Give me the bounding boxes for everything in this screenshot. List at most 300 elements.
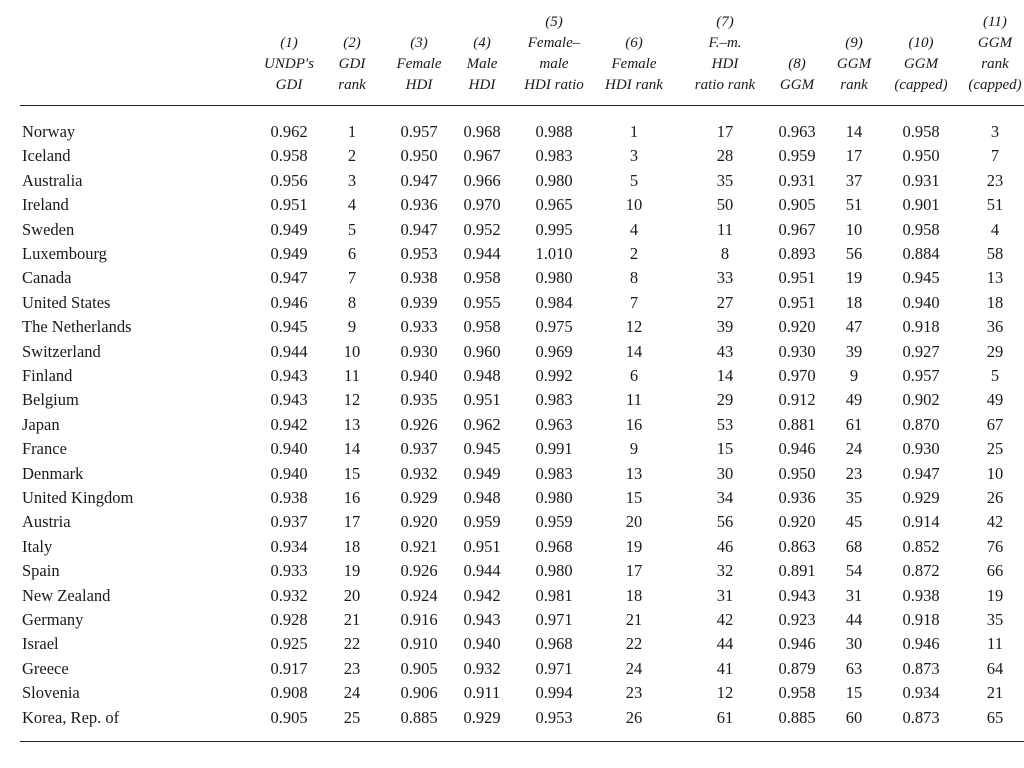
table-cell: 0.920 (778, 317, 816, 337)
table-row (0, 486, 1024, 510)
table-row (0, 632, 1024, 656)
column-header-2: (2) GDI rank (338, 35, 366, 93)
table-cell: 0.951 (463, 390, 501, 410)
table-cell: 18 (845, 292, 863, 312)
table-cell: 4 (629, 219, 639, 239)
table-cell: 3 (990, 122, 1000, 141)
table-cell: 9 (347, 317, 357, 337)
table-cell: 15 (625, 488, 643, 507)
column-header-11: (11) GGM rank (capped) (968, 14, 1022, 93)
table-cell: 0.944 (463, 244, 501, 263)
table-cell: 42 (716, 610, 734, 629)
table-cell: 19 (845, 268, 863, 288)
column-header-3: (3) Female HDI (396, 35, 442, 93)
table-cell: 0.959 (463, 512, 501, 532)
table-cell: 0.914 (902, 512, 940, 532)
table-cell: 0.926 (400, 414, 438, 434)
table-cell: 0.957 (902, 366, 940, 385)
table-cell: 0.946 (902, 634, 940, 654)
column-header-6: (6) Female HDI rank (605, 35, 663, 93)
country-name: Denmark (22, 463, 84, 483)
table-cell: 0.938 (902, 585, 940, 605)
table-cell: 0.951 (463, 536, 501, 556)
table-cell: 0.930 (902, 439, 940, 459)
table-cell: 10 (343, 341, 361, 361)
table-cell: 0.944 (270, 341, 308, 361)
table-cell: 0.906 (400, 683, 438, 703)
table-cell: 39 (716, 317, 734, 337)
table-cell: 0.918 (902, 317, 940, 337)
table-cell: 1 (347, 122, 357, 141)
table-cell: 9 (629, 439, 639, 459)
table-cell: 0.938 (270, 488, 308, 507)
table-cell: 1 (629, 122, 639, 141)
table-row (0, 266, 1024, 290)
country-name: Korea, Rep. of (22, 707, 120, 727)
table-cell: 3 (347, 170, 357, 190)
table-cell: 0.873 (902, 707, 940, 727)
country-name: Iceland (22, 146, 71, 166)
table-row (0, 535, 1024, 559)
table-row (0, 388, 1024, 412)
table-cell: 50 (716, 195, 734, 215)
table-cell: 0.929 (400, 488, 438, 507)
table-cell: 7 (990, 146, 1000, 166)
table-cell: 0.938 (400, 268, 438, 288)
table-cell: 23 (986, 170, 1004, 190)
table-row (0, 510, 1024, 534)
table-cell: 0.905 (778, 195, 816, 215)
table-cell: 51 (845, 195, 863, 215)
table-row (0, 315, 1024, 339)
table-cell: 0.920 (778, 512, 816, 532)
table-cell: 17 (625, 561, 643, 581)
bottom-rule (20, 741, 1024, 742)
table-cell: 3 (629, 146, 639, 166)
table-cell: 0.958 (902, 122, 940, 141)
table-cell: 0.942 (463, 585, 501, 605)
table-cell: 0.932 (400, 463, 438, 483)
table-cell: 0.965 (535, 195, 573, 215)
table-cell: 65 (986, 707, 1004, 727)
table-cell: 0.931 (902, 170, 940, 190)
table-cell: 5 (347, 219, 357, 239)
table-cell: 0.870 (902, 414, 940, 434)
table-row (0, 462, 1024, 486)
table-cell: 4 (990, 219, 1000, 239)
table-cell: 11 (717, 219, 733, 239)
table-cell: 37 (845, 170, 863, 190)
table-cell: 0.945 (270, 317, 308, 337)
table-cell: 0.908 (270, 683, 308, 703)
header-rule (20, 105, 1024, 106)
table-cell: 0.953 (400, 244, 438, 263)
column-header-9: (9) GGM rank (836, 35, 872, 93)
table-cell: 10 (986, 463, 1004, 483)
table-cell: 0.940 (463, 634, 501, 654)
table-cell: 13 (625, 463, 643, 483)
table-cell: 15 (343, 463, 361, 483)
table-cell: 0.959 (778, 146, 816, 166)
table-cell: 0.955 (463, 292, 501, 312)
table-row (0, 559, 1024, 583)
table-cell: 0.966 (463, 170, 501, 190)
table-cell: 6 (347, 244, 357, 263)
table-cell: 21 (986, 683, 1004, 703)
table-cell: 41 (716, 658, 734, 678)
table-cell: 0.905 (400, 658, 438, 678)
table-cell: 0.957 (400, 122, 438, 141)
table-cell: 10 (625, 195, 643, 215)
table-cell: 0.951 (270, 195, 308, 215)
table-cell: 34 (716, 488, 734, 507)
table-cell: 61 (716, 707, 734, 727)
table-cell: 0.929 (902, 488, 940, 507)
table-cell: 0.893 (778, 244, 816, 263)
country-name: The Netherlands (22, 317, 132, 337)
table-cell: 7 (629, 292, 639, 312)
table-cell: 0.952 (463, 219, 501, 239)
table-row (0, 437, 1024, 461)
table-cell: 0.884 (902, 244, 940, 263)
table-cell: 0.991 (535, 439, 573, 459)
table-cell: 12 (625, 317, 643, 337)
table-cell: 19 (343, 561, 361, 581)
table-cell: 0.946 (778, 439, 816, 459)
table-cell: 0.992 (535, 366, 573, 385)
country-name: Luxembourg (22, 244, 107, 263)
table-cell: 21 (343, 610, 361, 629)
table-cell: 0.967 (463, 146, 501, 166)
table-cell: 0.926 (400, 561, 438, 581)
table-row (0, 169, 1024, 193)
table-cell: 1.010 (535, 244, 573, 263)
table-cell: 0.905 (270, 707, 308, 727)
table-cell: 9 (849, 366, 859, 385)
table-row (0, 706, 1024, 730)
table-cell: 0.951 (778, 292, 816, 312)
table-cell: 0.988 (535, 122, 573, 141)
country-name: Germany (22, 610, 84, 629)
table-cell: 20 (625, 512, 643, 532)
table-cell: 76 (986, 536, 1004, 556)
table-cell: 8 (629, 268, 639, 288)
table-cell: 64 (986, 658, 1004, 678)
table-cell: 63 (845, 658, 863, 678)
table-cell: 25 (343, 707, 361, 727)
table-cell: 5 (629, 170, 639, 190)
table-cell: 0.936 (400, 195, 438, 215)
table-cell: 0.946 (270, 292, 308, 312)
table-cell: 0.983 (535, 146, 573, 166)
table-cell: 60 (845, 707, 863, 727)
table-cell: 16 (625, 414, 643, 434)
country-name: United Kingdom (22, 488, 134, 507)
table-cell: 0.901 (902, 195, 940, 215)
table-row (0, 242, 1024, 266)
table-cell: 18 (343, 536, 361, 556)
table-cell: 0.943 (778, 585, 816, 605)
table-cell: 14 (343, 439, 361, 459)
table-cell: 47 (845, 317, 863, 337)
country-name: Belgium (22, 390, 79, 410)
table-cell: 0.945 (463, 439, 501, 459)
table-cell: 0.948 (463, 366, 501, 385)
table-cell: 0.968 (535, 536, 573, 556)
table-cell: 0.949 (270, 219, 308, 239)
table-cell: 0.981 (535, 585, 573, 605)
table-cell: 0.928 (270, 610, 308, 629)
table-cell: 0.933 (270, 561, 308, 581)
table-cell: 0.925 (270, 634, 308, 654)
table-cell: 0.958 (463, 317, 501, 337)
table-cell: 31 (716, 585, 734, 605)
table-cell: 0.984 (535, 292, 573, 312)
table-cell: 58 (986, 244, 1004, 263)
table-row (0, 193, 1024, 217)
table-cell: 0.994 (535, 683, 573, 703)
table-cell: 0.931 (778, 170, 816, 190)
table-cell: 2 (629, 244, 639, 263)
table-cell: 61 (845, 414, 863, 434)
table-cell: 0.948 (463, 488, 501, 507)
table-cell: 0.916 (400, 610, 438, 629)
table-cell: 46 (716, 536, 734, 556)
table-cell: 0.910 (400, 634, 438, 654)
table-cell: 68 (845, 536, 863, 556)
table-cell: 0.885 (400, 707, 438, 727)
table-cell: 0.932 (270, 585, 308, 605)
table-cell: 0.950 (778, 463, 816, 483)
table-cell: 0.958 (270, 146, 308, 166)
country-name: Sweden (22, 219, 75, 239)
country-name: Slovenia (22, 683, 80, 703)
country-name: Spain (22, 561, 60, 581)
table-cell: 11 (344, 366, 360, 385)
table-cell: 0.920 (400, 512, 438, 532)
table-cell: 0.959 (535, 512, 573, 532)
table-cell: 5 (990, 366, 1000, 385)
table-cell: 0.949 (463, 463, 501, 483)
table-cell: 13 (986, 268, 1004, 288)
table-cell: 49 (986, 390, 1004, 410)
table-cell: 44 (845, 610, 863, 629)
table-cell: 15 (845, 683, 863, 703)
table-cell: 0.932 (463, 658, 501, 678)
table-cell: 0.917 (270, 658, 308, 678)
table-cell: 0.943 (270, 366, 308, 385)
table-row (0, 657, 1024, 681)
table-cell: 0.958 (463, 268, 501, 288)
table-cell: 14 (845, 122, 863, 141)
country-name: New Zealand (22, 585, 111, 605)
table-cell: 0.980 (535, 488, 573, 507)
column-header-1: (1) UNDP's GDI (264, 35, 314, 93)
table-cell: 12 (716, 683, 734, 703)
table-cell: 0.947 (400, 219, 438, 239)
table-cell: 0.873 (902, 658, 940, 678)
table-cell: 35 (845, 488, 863, 507)
table-cell: 0.940 (270, 439, 308, 459)
table-cell: 0.863 (778, 536, 816, 556)
table-cell: 25 (986, 439, 1004, 459)
table-cell: 31 (845, 585, 863, 605)
table-row (0, 364, 1024, 388)
table-cell: 0.949 (270, 244, 308, 263)
country-name: Switzerland (22, 341, 101, 361)
table-cell: 0.939 (400, 292, 438, 312)
table-cell: 24 (343, 683, 361, 703)
table-cell: 51 (986, 195, 1004, 215)
table-cell: 44 (716, 634, 734, 654)
table-cell: 0.881 (778, 414, 816, 434)
table-cell: 17 (343, 512, 361, 532)
table-cell: 23 (343, 658, 361, 678)
country-name: Israel (22, 634, 59, 654)
table-cell: 0.912 (778, 390, 816, 410)
table-cell: 0.927 (902, 341, 940, 361)
country-name: Australia (22, 170, 83, 190)
table-row (0, 144, 1024, 168)
table-cell: 0.980 (535, 561, 573, 581)
table-cell: 6 (629, 366, 639, 385)
table-cell: 0.980 (535, 268, 573, 288)
table-cell: 0.933 (400, 317, 438, 337)
table-cell: 0.968 (463, 122, 501, 141)
table-cell: 0.971 (535, 610, 573, 629)
table-cell: 0.902 (902, 390, 940, 410)
table-cell: 0.943 (463, 610, 501, 629)
table-cell: 0.934 (902, 683, 940, 703)
table-cell: 4 (347, 195, 357, 215)
table-cell: 26 (986, 488, 1004, 507)
country-name: France (22, 439, 67, 459)
table-cell: 0.911 (463, 683, 501, 703)
table-cell: 0.946 (778, 634, 816, 654)
table-cell: 15 (716, 439, 734, 459)
table-cell: 0.885 (778, 707, 816, 727)
table-cell: 0.962 (270, 122, 308, 141)
table-cell: 18 (986, 292, 1004, 312)
table-cell: 49 (845, 390, 863, 410)
table-cell: 0.929 (463, 707, 501, 727)
country-name: Italy (22, 536, 53, 556)
table-cell: 0.980 (535, 170, 573, 190)
country-name: Ireland (22, 195, 69, 215)
table-cell: 35 (986, 610, 1004, 629)
table-cell: 56 (716, 512, 734, 532)
table-cell: 29 (716, 390, 734, 410)
table-cell: 0.918 (902, 610, 940, 629)
table-cell: 0.968 (535, 634, 573, 654)
table-cell: 0.950 (400, 146, 438, 166)
country-name: Finland (22, 366, 73, 385)
table-cell: 66 (986, 561, 1004, 581)
table-cell: 33 (716, 268, 734, 288)
table-cell: 0.930 (400, 341, 438, 361)
table-cell: 54 (845, 561, 863, 581)
table-cell: 0.891 (778, 561, 816, 581)
table-cell: 0.950 (902, 146, 940, 166)
table-cell: 0.947 (270, 268, 308, 288)
table-cell: 17 (845, 146, 863, 166)
table-cell: 0.947 (400, 170, 438, 190)
table-cell: 23 (845, 463, 863, 483)
table-cell: 13 (343, 414, 361, 434)
table-cell: 11 (987, 634, 1003, 654)
column-header-7: (7) F.–m. HDI ratio rank (694, 14, 756, 93)
table-cell: 45 (845, 512, 863, 532)
table-cell: 0.937 (400, 439, 438, 459)
table-cell: 0.975 (535, 317, 573, 337)
table-cell: 17 (716, 122, 734, 141)
table-row (0, 291, 1024, 315)
table-cell: 23 (625, 683, 643, 703)
table-cell: 0.936 (778, 488, 816, 507)
table-cell: 36 (986, 317, 1004, 337)
country-name: Austria (22, 512, 71, 532)
table-cell: 0.967 (778, 219, 816, 239)
table-cell: 22 (343, 634, 361, 654)
table-cell: 0.940 (902, 292, 940, 312)
table-cell: 21 (625, 610, 643, 629)
table-cell: 18 (625, 585, 643, 605)
table-cell: 20 (343, 585, 361, 605)
table-cell: 0.951 (778, 268, 816, 288)
table-cell: 42 (986, 512, 1004, 532)
table-cell: 0.971 (535, 658, 573, 678)
table-cell: 0.960 (463, 341, 501, 361)
table-cell: 35 (716, 170, 734, 190)
table-row (0, 608, 1024, 632)
table-cell: 0.995 (535, 219, 573, 239)
table-cell: 19 (625, 536, 643, 556)
table-cell: 0.969 (535, 341, 573, 361)
table-cell: 22 (625, 634, 643, 654)
table-cell: 0.923 (778, 610, 816, 629)
country-name: Norway (22, 122, 76, 141)
table-cell: 0.944 (463, 561, 501, 581)
table-cell: 24 (625, 658, 643, 678)
table-cell: 14 (625, 341, 643, 361)
table-cell: 0.970 (463, 195, 501, 215)
table-cell: 0.935 (400, 390, 438, 410)
table-cell: 0.945 (902, 268, 940, 288)
table-cell: 0.940 (270, 463, 308, 483)
column-header-10: (10) GGM (capped) (894, 35, 948, 93)
table-cell: 0.921 (400, 536, 438, 556)
table-cell: 32 (716, 561, 734, 581)
table-row (0, 413, 1024, 437)
table-cell: 11 (626, 390, 642, 410)
table-cell: 26 (625, 707, 643, 727)
table-cell: 0.970 (778, 366, 816, 385)
country-name: Canada (22, 268, 72, 288)
table-cell: 0.983 (535, 463, 573, 483)
table-cell: 0.924 (400, 585, 438, 605)
table-cell: 27 (716, 292, 734, 312)
column-header-5: (5) Female– male HDI ratio (524, 14, 584, 93)
table-row (0, 584, 1024, 608)
table-cell: 2 (347, 146, 357, 166)
table-cell: 12 (343, 390, 361, 410)
column-header-4: (4) Male HDI (466, 35, 498, 93)
table-cell: 0.953 (535, 707, 573, 727)
table-cell: 0.956 (270, 170, 308, 190)
table-cell: 29 (986, 341, 1004, 361)
table-cell: 0.852 (902, 536, 940, 556)
table-cell: 0.937 (270, 512, 308, 532)
